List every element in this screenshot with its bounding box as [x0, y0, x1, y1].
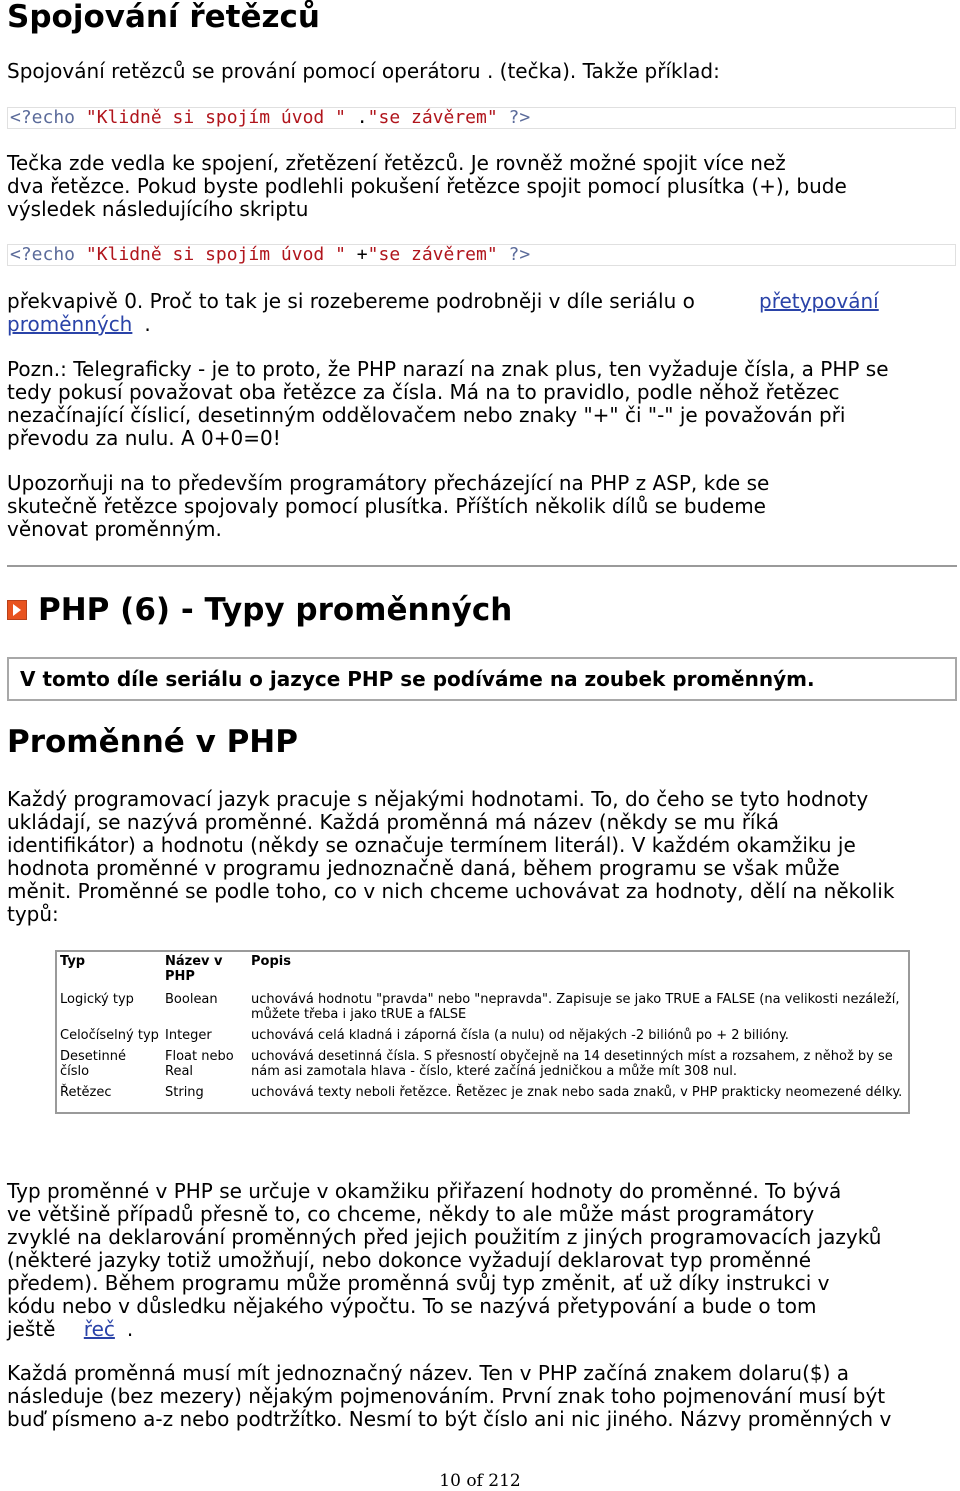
code-close-tag: ?>: [497, 244, 531, 265]
link-promennych[interactable]: proměnných: [7, 312, 133, 336]
lead-box: V tomto díle seriálu o jazyce PHP se podíváme na zoubek proměnným.: [7, 657, 957, 701]
note-paragraph: [7, 358, 947, 450]
variable-types-table: [55, 950, 910, 1114]
warning-paragraph: [7, 472, 947, 541]
text-line: typů:: [7, 902, 59, 926]
intro-paragraph: Spojování retězců se prování pomocí operátoru . (tečka). Takže příklad:: [7, 59, 720, 83]
table-cell: uchovává celá kladná i záporná čísla (a nulu) od nějakých -2 biliónů po + 2 bilióny.: [251, 1028, 789, 1043]
text-line: věnovat proměnným.: [7, 517, 222, 541]
type-paragraph: [7, 1180, 947, 1341]
text-line: skutečně řetězce spojovaly pomocí plusítka. Příštích několik dílů se budeme: [7, 494, 766, 518]
text-line: hodnota proměnné v programu jednoznačně daná, během programu se však může: [7, 856, 840, 880]
section-divider: [7, 565, 957, 567]
table-header-cell: Popis: [251, 954, 291, 969]
code-operator: .: [345, 107, 368, 128]
code-string-2: "se závěrem": [367, 107, 498, 128]
dot-explanation-paragraph: [7, 152, 947, 221]
table-header-row: [56, 951, 909, 989]
link-pretypovani[interactable]: přetypování: [759, 289, 879, 313]
code-open-tag: <?echo: [10, 244, 86, 265]
table-cell: Logický typ: [60, 992, 134, 1007]
link-rec[interactable]: řeč: [83, 1317, 115, 1341]
code-example-dot: [7, 107, 956, 129]
text-line: kódu nebo v důsledku nějakého výpočtu. To se nazývá přetypování a bude o tom: [7, 1294, 817, 1318]
text-line: dva řetězce. Pokud byste podlehli pokušení řetězce spojit pomocí plusítka (+), bude: [7, 174, 847, 198]
table-row: [56, 1025, 909, 1046]
arrow-bullet-icon: [7, 600, 27, 620]
text-line: Každý programovací jazyk pracuje s nějakými hodnotami. To, do čeho se tyto hodnoty: [7, 787, 869, 811]
table-cell: uchovává texty neboli řetězce. Řetězec je znak nebo sada znaků, v PHP prakticky neomezené délky.: [251, 1085, 903, 1100]
table-cell: Float nebo Real: [165, 1049, 234, 1079]
table-row: [56, 1082, 909, 1113]
text-line: Každá proměnná musí mít jednoznačný název. Ten v PHP začíná znakem dolaru($) a: [7, 1361, 850, 1385]
variables-intro-paragraph: [7, 788, 947, 926]
section-title: [7, 590, 512, 630]
surprise-paragraph: [7, 290, 947, 336]
table-cell: Integer: [165, 1028, 212, 1043]
code-string-1: "Klidně si spojím úvod ": [85, 107, 346, 128]
text-line: ve většině případů přesně to, co chceme, někdy to ale může mást programátory: [7, 1202, 815, 1226]
code-string-1: "Klidně si spojím úvod ": [85, 244, 346, 265]
table-cell: uchovává hodnotu "pravda" nebo "nepravda". Zapisuje se jako TRUE a FALSE (na velikosti nezáleží, můžete třeba i jako tRUE a fALSE: [251, 992, 900, 1022]
table-cell: String: [165, 1085, 204, 1100]
section-title-text: PHP (6) - Typy proměnných: [38, 592, 513, 628]
text-line: buď písmeno a-z nebo podtržítko. Nesmí to být číslo ani nic jiného. Názvy proměnných v: [7, 1407, 892, 1431]
table-cell: uchovává desetinná čísla. S přesností obyčejně na 14 desetinných míst a rozsahem, z něhož by se nám asi zamotala hlava - číslo, které začíná jedničkou a může mít 308 nul.: [251, 1049, 893, 1079]
sentence-end: .: [126, 1317, 134, 1341]
table-cell: Desetinné číslo: [60, 1049, 126, 1079]
text-line: ukládají, se nazývá proměnné. Každá proměnná má název (někdy se mu říká: [7, 810, 779, 834]
text-line: identifikátor) a hodnotu (někdy se označuje termínem literál). V každém okamžiku je: [7, 833, 856, 857]
table-row: [56, 1046, 909, 1082]
text-line: měnit. Proměnné se podle toho, co v nich chceme uchovávat za hodnoty, dělí na několik: [7, 879, 895, 903]
code-open-tag: <?echo: [10, 107, 86, 128]
text-line: Typ proměnné v PHP se určuje v okamžiku přiřazení hodnoty do proměnné. To bývá: [7, 1179, 842, 1203]
table-cell: Řetězec: [60, 1085, 112, 1100]
page-title: Spojování řetězců: [7, 0, 320, 35]
code-string-2: "se závěrem": [367, 244, 498, 265]
table-header-cell: Typ: [60, 954, 86, 969]
table-header-cell: Název v PHP: [165, 954, 223, 984]
text-line: ještě: [7, 1317, 56, 1341]
surprise-text: překvapivě 0. Proč to tak je si rozebereme podrobněji v díle seriálu o: [7, 289, 695, 313]
surprise-end: .: [144, 312, 151, 336]
text-line: (některé jazyky totiž umožňují, nebo dokonce vyžadují deklarovat typ proměnné: [7, 1248, 812, 1272]
text-line: následuje (bez mezery) nějakým pojmenováním. První znak toho pojmenování musí být: [7, 1384, 886, 1408]
text-line: Tečka zde vedla ke spojení, zřetězení řetězců. Je rovněž možné spojit více než: [7, 151, 786, 175]
subheading: Proměnné v PHP: [7, 724, 298, 760]
text-line: nezačínající číslicí, desetinným oddělovačem nebo znaky "+" či "-" je považován při: [7, 403, 846, 427]
text-line: tedy pokusí považovat oba řetězce za čísla. Má na to pravidlo, podle něhož řetězec: [7, 380, 840, 404]
naming-paragraph: [7, 1362, 947, 1431]
table-cell: Celočíselný typ: [60, 1028, 159, 1043]
code-operator: +: [345, 244, 368, 265]
code-example-plus: [7, 244, 956, 266]
text-line: Upozorňuji na to především programátory přecházející na PHP z ASP, kde se: [7, 471, 770, 495]
page-number: 10 of 212: [439, 1471, 521, 1491]
text-line: výsledek následujícího skriptu: [7, 197, 309, 221]
table-row: [56, 989, 909, 1025]
text-line: předem). Během programu může proměnná svůj typ změnit, ať už díky instrukci v: [7, 1271, 830, 1295]
text-line: převodu za nulu. A 0+0=0!: [7, 426, 281, 450]
text-line: zvyklé na deklarování proměnných před jejich použitím z jiných programovacích jazyků: [7, 1225, 882, 1249]
code-close-tag: ?>: [497, 107, 531, 128]
table-cell: Boolean: [165, 992, 218, 1007]
text-line: Pozn.: Telegraficky - je to proto, že PHP narazí na znak plus, ten vyžaduje čísla, a PHP se: [7, 357, 889, 381]
